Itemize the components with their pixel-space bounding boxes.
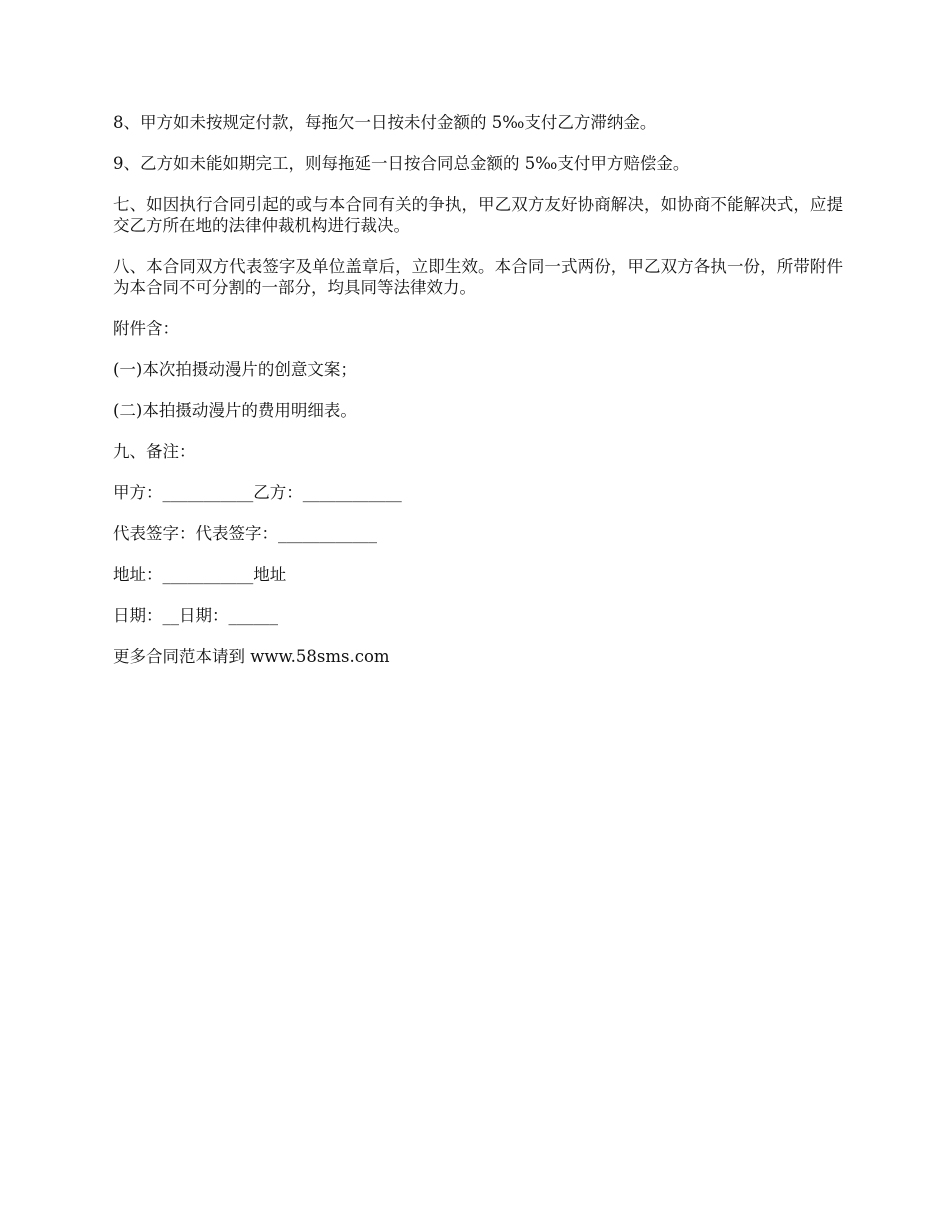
remarks-heading: 九、备注： (113, 442, 196, 461)
party-signature-line: 甲方：___________乙方：____________ (113, 483, 402, 502)
clause-8-late-payment: 8、甲方如未按规定付款，每拖欠一日按未付金额的 5‰支付乙方滞纳金。 (113, 113, 657, 132)
document-body (113, 112, 843, 687)
attachment-item-1: (一)本次拍摄动漫片的创意文案； (113, 360, 357, 379)
footer-promo-text: 更多合同范本请到 www.58sms.com (113, 647, 390, 666)
clause-7-dispute-resolution: 七、如因执行合同引起的或与本合同有关的争执，甲乙双方友好协商解决，如协商不能解决式，应提交乙方所在地的法律仲裁机构进行裁决。 (113, 195, 843, 235)
attachments-heading: 附件含： (113, 319, 179, 338)
representative-signature-line: 代表签字：代表签字：____________ (113, 524, 377, 543)
date-line: 日期：__日期：______ (113, 606, 278, 625)
clause-9-delay-compensation: 9、乙方如未能如期完工，则每拖延一日按合同总金额的 5‰支付甲方赔偿金。 (113, 154, 690, 173)
attachment-item-2: (二)本拍摄动漫片的费用明细表。 (113, 401, 357, 420)
clause-8-effectiveness: 八、本合同双方代表签字及单位盖章后，立即生效。本合同一式两份，甲乙双方各执一份，所带附件为本合同不可分割的一部分，均具同等法律效力。 (113, 257, 843, 297)
address-line: 地址：___________地址 (113, 565, 287, 584)
